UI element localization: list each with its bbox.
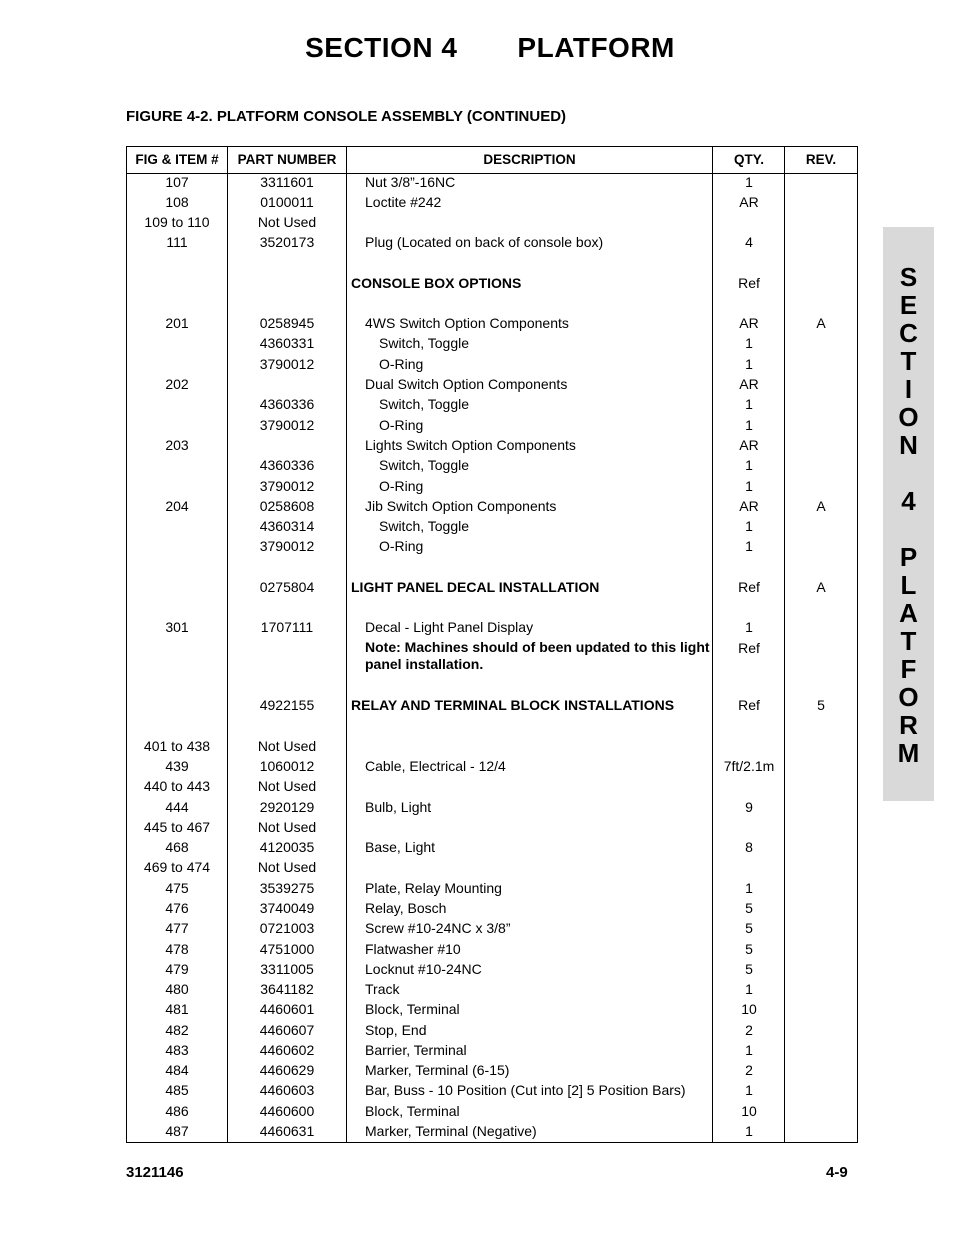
qty-cell: AR: [739, 315, 759, 331]
qty-cell: AR: [739, 376, 759, 392]
part-number-cell: 4120035: [259, 839, 315, 855]
fig-item-cell: 108: [165, 194, 189, 210]
fig-item-cell: 487: [165, 1123, 189, 1139]
part-number-cell: 4360331: [259, 335, 315, 351]
description-cell: Track: [365, 981, 400, 997]
footer-page-number: 4-9: [826, 1164, 848, 1181]
part-number-cell: Not Used: [257, 738, 317, 754]
rev-cell: 5: [817, 697, 825, 713]
part-number-cell: 3740049: [259, 900, 315, 916]
description-cell: Jib Switch Option Components: [365, 498, 557, 514]
section-title: PLATFORM: [517, 32, 675, 63]
part-number-cell: 1060012: [259, 758, 315, 774]
description-cell: Marker, Terminal (6-15): [365, 1062, 510, 1078]
qty-cell: 1: [745, 1042, 753, 1058]
qty-cell: 5: [745, 920, 753, 936]
part-number-cell: Not Used: [257, 214, 317, 230]
description-cell: Plate, Relay Mounting: [365, 880, 502, 896]
part-number-cell: 3539275: [259, 880, 315, 896]
description-cell: Lights Switch Option Components: [365, 437, 576, 453]
column-header-description: DESCRIPTION: [483, 152, 576, 167]
part-number-cell: 3311601: [260, 174, 314, 190]
part-number-cell: 0258608: [259, 498, 315, 514]
fig-item-cell: 109 to 110: [144, 214, 210, 230]
qty-cell: 8: [745, 839, 753, 855]
part-number-cell: 0258945: [259, 315, 315, 331]
description-cell: Bulb, Light: [365, 799, 432, 815]
qty-cell: 1: [745, 981, 753, 997]
part-number-cell: 3790012: [259, 478, 315, 494]
fig-item-cell: 301: [165, 619, 189, 635]
description-cell: Stop, End: [365, 1022, 427, 1038]
description-cell: Barrier, Terminal: [365, 1042, 467, 1058]
qty-cell: 1: [745, 396, 753, 412]
fig-item-cell: 484: [165, 1062, 189, 1078]
fig-item-cell: 479: [165, 961, 189, 977]
fig-item-cell: 468: [165, 839, 189, 855]
fig-item-cell: 203: [165, 437, 189, 453]
qty-cell: 1: [745, 457, 753, 473]
page-title: [0, 32, 954, 64]
description-cell: Switch, Toggle: [379, 335, 470, 351]
qty-cell: Ref: [738, 697, 760, 713]
description-cell: Switch, Toggle: [379, 457, 470, 473]
column-header-qty: QTY.: [733, 152, 764, 167]
part-number-cell: 4460602: [259, 1042, 315, 1058]
rev-cell: A: [816, 315, 826, 331]
part-number-cell: 4360314: [259, 518, 315, 534]
fig-item-cell: 201: [165, 315, 189, 331]
qty-cell: 5: [745, 900, 753, 916]
part-number-cell: 1707111: [260, 619, 314, 635]
part-number-cell: 4460629: [259, 1062, 315, 1078]
qty-cell: AR: [739, 194, 759, 210]
qty-cell: 1: [745, 1123, 753, 1139]
column-header-part-number: PART NUMBER: [237, 152, 337, 167]
qty-cell: 2: [745, 1062, 753, 1078]
description-cell: O-Ring: [379, 356, 424, 372]
fig-item-cell: 485: [165, 1082, 189, 1098]
fig-item-cell: 401 to 438: [143, 738, 211, 754]
part-number-cell: 4360336: [259, 396, 315, 412]
fig-item-cell: 477: [165, 920, 189, 936]
qty-cell: 1: [745, 1082, 753, 1098]
qty-cell: 1: [745, 174, 753, 190]
qty-cell: 1: [745, 518, 753, 534]
part-number-cell: 4460600: [259, 1103, 315, 1119]
qty-cell: 2: [745, 1022, 753, 1038]
column-header-rev: REV.: [805, 152, 837, 167]
part-number-cell: 4460601: [259, 1001, 315, 1017]
fig-item-cell: 483: [165, 1042, 189, 1058]
qty-cell: Ref: [738, 579, 760, 595]
description-cell: Loctite #242: [365, 194, 442, 210]
qty-cell: 5: [745, 961, 753, 977]
description-cell: Decal - Light Panel Display: [365, 619, 534, 635]
part-number-cell: 3790012: [259, 538, 315, 554]
qty-cell: AR: [739, 498, 759, 514]
description-cell: O-Ring: [379, 417, 424, 433]
part-number-cell: Not Used: [257, 819, 317, 835]
footer-doc-number: 3121146: [126, 1164, 184, 1181]
fig-item-cell: 202: [165, 376, 189, 392]
qty-cell: 1: [745, 335, 753, 351]
part-number-cell: 4922155: [259, 697, 315, 713]
part-number-cell: 0100011: [260, 194, 314, 210]
part-number-cell: 3641182: [260, 981, 314, 997]
qty-cell: 9: [745, 799, 753, 815]
qty-cell: 7ft/2.1m: [723, 758, 775, 774]
description-cell: Cable, Electrical - 12/4: [365, 758, 506, 774]
description-cell: Nut 3/8”-16NC: [365, 174, 456, 190]
section-label: SECTION 4: [305, 32, 458, 63]
fig-item-cell: 475: [165, 880, 189, 896]
qty-cell: 1: [745, 356, 753, 372]
fig-item-cell: 445 to 467: [143, 819, 211, 835]
part-number-cell: 3790012: [259, 417, 315, 433]
description-cell: Flatwasher #10: [365, 941, 461, 957]
description-cell: Block, Terminal: [365, 1001, 460, 1017]
fig-item-cell: 481: [165, 1001, 189, 1017]
qty-cell: Ref: [738, 640, 760, 656]
description-cell: Dual Switch Option Components: [365, 376, 568, 392]
fig-item-cell: 444: [165, 799, 189, 815]
fig-item-cell: 204: [165, 498, 189, 514]
part-number-cell: 4460631: [259, 1123, 315, 1139]
fig-item-cell: 482: [165, 1022, 189, 1038]
fig-item-cell: 107: [165, 174, 189, 190]
rev-cell: A: [816, 498, 826, 514]
part-number-cell: Not Used: [257, 859, 317, 875]
part-number-cell: 4460603: [259, 1082, 315, 1098]
part-number-cell: 4360336: [259, 457, 315, 473]
description-cell: 4WS Switch Option Components: [365, 315, 569, 331]
fig-item-cell: 439: [165, 758, 189, 774]
fig-item-cell: 440 to 443: [143, 778, 211, 794]
table-header: [127, 147, 857, 174]
description-cell: Note: Machines should of been updated to this light panel installation.: [365, 639, 710, 672]
description-cell: Switch, Toggle: [379, 396, 470, 412]
side-tab-label: S E C T I O N 4 P L A T F O R M: [897, 262, 920, 768]
section-side-tab: [883, 227, 934, 801]
part-number-cell: 0721003: [259, 920, 315, 936]
qty-cell: 1: [745, 417, 753, 433]
qty-cell: 10: [741, 1103, 757, 1119]
qty-cell: 1: [745, 880, 753, 896]
qty-cell: 5: [745, 941, 753, 957]
part-number-cell: 3790012: [259, 356, 315, 372]
part-number-cell: 3520173: [259, 234, 315, 250]
fig-item-cell: 476: [165, 900, 189, 916]
fig-item-cell: 469 to 474: [143, 859, 211, 875]
description-cell: Block, Terminal: [365, 1103, 460, 1119]
rev-cell: A: [816, 579, 826, 595]
column-header-fig: FIG & ITEM #: [135, 152, 219, 167]
figure-title: FIGURE 4-2. PLATFORM CONSOLE ASSEMBLY (CONTINUED): [126, 108, 567, 125]
description-cell: CONSOLE BOX OPTIONS: [351, 275, 522, 291]
qty-cell: 10: [741, 1001, 757, 1017]
description-cell: Bar, Buss - 10 Position (Cut into [2] 5 Position Bars): [365, 1082, 686, 1098]
fig-item-cell: 486: [165, 1103, 189, 1119]
description-cell: Switch, Toggle: [379, 518, 470, 534]
qty-cell: 4: [745, 234, 753, 250]
part-number-cell: 2920129: [259, 799, 315, 815]
qty-cell: 1: [745, 478, 753, 494]
description-cell: Locknut #10-24NC: [365, 961, 482, 977]
part-number-cell: 4751000: [259, 941, 315, 957]
description-cell: RELAY AND TERMINAL BLOCK INSTALLATIONS: [351, 697, 675, 713]
part-number-cell: 4460607: [259, 1022, 315, 1038]
part-number-cell: Not Used: [257, 778, 317, 794]
description-cell: Relay, Bosch: [365, 900, 447, 916]
qty-cell: AR: [739, 437, 759, 453]
qty-cell: Ref: [738, 275, 760, 291]
description-cell: O-Ring: [379, 478, 424, 494]
fig-item-cell: 111: [166, 234, 188, 250]
part-number-cell: 3311005: [260, 961, 314, 977]
description-cell: Screw #10-24NC x 3/8”: [365, 920, 511, 936]
description-cell: Marker, Terminal (Negative): [365, 1123, 537, 1139]
parts-table: [126, 146, 858, 1143]
qty-cell: 1: [745, 538, 753, 554]
description-cell: LIGHT PANEL DECAL INSTALLATION: [351, 579, 600, 595]
fig-item-cell: 478: [165, 941, 189, 957]
qty-cell: 1: [745, 619, 753, 635]
part-number-cell: 0275804: [259, 579, 315, 595]
description-cell: Base, Light: [365, 839, 436, 855]
fig-item-cell: 480: [165, 981, 189, 997]
description-cell: O-Ring: [379, 538, 424, 554]
description-cell: Plug (Located on back of console box): [365, 234, 604, 250]
